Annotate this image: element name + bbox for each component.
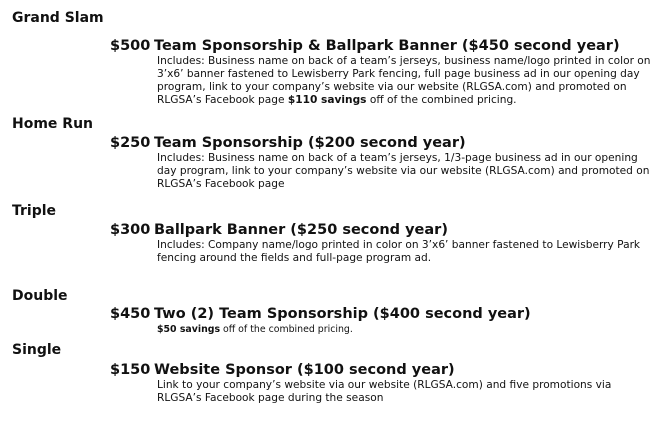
package-title: Team Sponsorship ($200 second year)	[154, 135, 466, 151]
package-heading-single	[110, 362, 455, 379]
package-description-grand-slam	[157, 55, 655, 107]
tier-name-double: Double	[12, 288, 68, 304]
description-text: Includes: Company name/logo printed in color on 3’x6’ banner fastened to Lewisberry Park fencing around the fields and full-page program ad.	[157, 239, 641, 264]
tier-name-grand-slam: Grand Slam	[12, 10, 104, 26]
package-price: $500	[110, 38, 151, 54]
package-heading-triple	[110, 222, 448, 239]
package-price: $450	[110, 306, 151, 322]
package-heading-double	[110, 306, 531, 323]
tier-name-single: Single	[12, 342, 62, 358]
description-highlight: $110 savings	[287, 94, 367, 106]
description-text: Includes: Business name on back of a team’s jerseys, business name/logo printed in color on 3’x6’ banner fastened to Lewisberry Park fencing, full page business ad in our opening day program, link to your company’s website via our website (RLGSA.com) and promoted on RLGSA’s Facebook page	[157, 55, 651, 106]
package-title: Two (2) Team Sponsorship ($400 second year)	[154, 306, 531, 322]
description-text-end: off of the combined pricing.	[220, 324, 353, 335]
package-price: $250	[110, 135, 151, 151]
package-price: $150	[110, 362, 151, 378]
tier-name-triple: Triple	[12, 203, 57, 219]
package-price: $300	[110, 222, 151, 238]
package-title: Ballpark Banner ($250 second year)	[154, 222, 448, 238]
package-heading-grand-slam	[110, 38, 620, 55]
package-description-double	[157, 323, 655, 336]
description-text-end: off of the combined pricing.	[366, 94, 517, 106]
package-description-single	[157, 379, 655, 405]
package-description-triple	[157, 239, 655, 265]
package-description-home-run	[157, 152, 655, 191]
package-title: Website Sponsor ($100 second year)	[154, 362, 455, 378]
package-title: Team Sponsorship & Ballpark Banner ($450 second year)	[154, 38, 620, 54]
description-text: Includes: Business name on back of a team’s jerseys, 1/3-page business ad in our opening day program, link to your company’s website via our website (RLGSA.com) and promoted on RLGSA’s Facebook page	[157, 152, 650, 190]
description-text: Link to your company’s website via our website (RLGSA.com) and five promotions via RLGSA’s Facebook page during the season	[157, 379, 612, 404]
description-highlight: $50 savings	[157, 324, 221, 335]
tier-name-home-run: Home Run	[12, 116, 94, 132]
package-heading-home-run	[110, 135, 466, 152]
